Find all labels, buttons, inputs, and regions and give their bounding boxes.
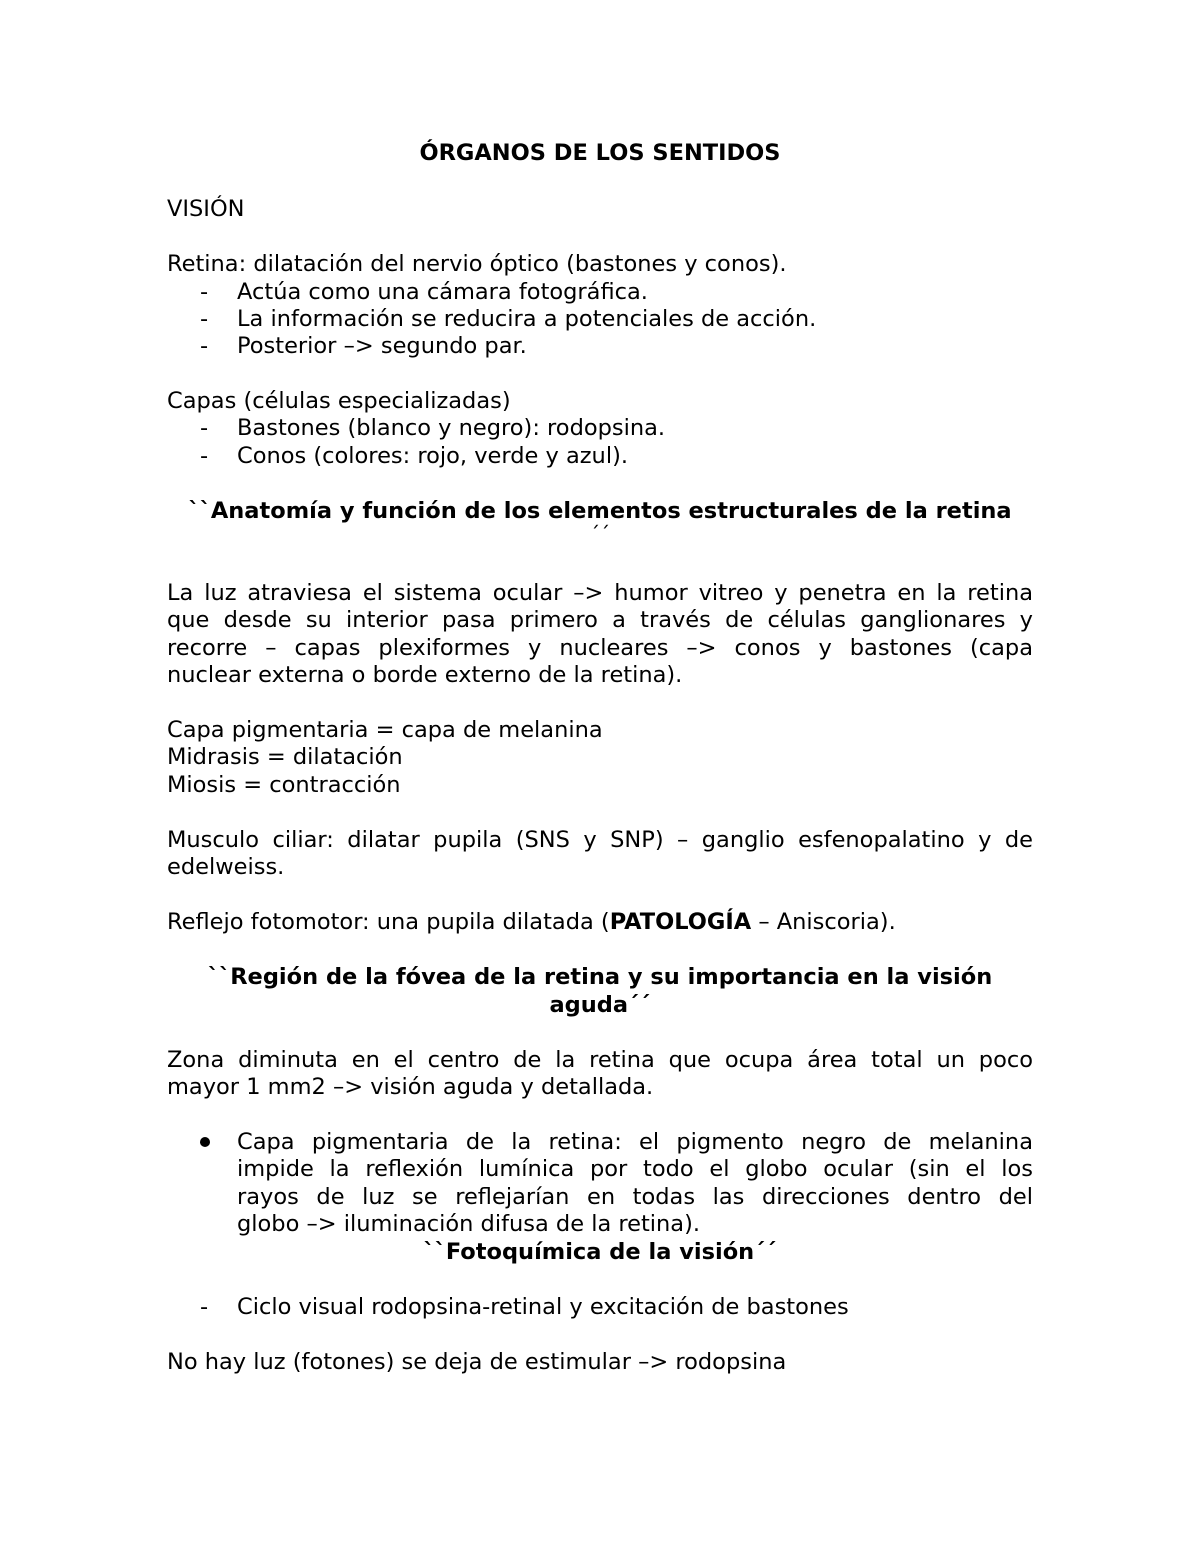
para-luz-line: nuclear externa o borde externo de la retina).	[167, 662, 683, 688]
final-line: No hay luz (fotones) se deja de estimular –> rodopsina	[167, 1349, 787, 1375]
dash-marker: -	[200, 415, 209, 441]
musculo-line: edelweiss.	[167, 854, 285, 880]
definition-line: Midrasis = dilatación	[167, 744, 403, 770]
section-heading: VISIÓN	[167, 196, 245, 222]
list-item-text: Bastones (blanco y negro): rodopsina.	[237, 415, 666, 441]
dash-marker: -	[200, 1294, 209, 1320]
list-item-text: Actúa como una cámara fotográfica.	[237, 279, 648, 305]
reflejo-bold: PATOLOGÍA	[609, 909, 752, 935]
capas-intro: Capas (células especializadas)	[167, 388, 511, 414]
musculo-line: Musculo ciliar: dilatar pupila (SNS y SNP) – ganglio esfenopalatino y de	[167, 827, 1033, 853]
list-item-text: La información se reducira a potenciales de acción.	[237, 306, 817, 332]
para-zona-line: Zona diminuta en el centro de la retina que ocupa área total un poco	[167, 1047, 1033, 1073]
heading-anatomia-close: ´´	[590, 522, 610, 546]
definition-line: Miosis = contracción	[167, 772, 401, 798]
dash-marker: -	[200, 333, 209, 359]
heading-fotoquimica: ``Fotoquímica de la visión´´	[423, 1239, 777, 1265]
para-luz-line: La luz atraviesa el sistema ocular –> humor vitreo y penetra en la retina	[167, 580, 1033, 606]
heading-anatomia: ``Anatomía y función de los elementos estructurales de la retina	[188, 498, 1012, 524]
heading-fovea-cont: aguda´´	[549, 992, 651, 1018]
list-item-text: Ciclo visual rodopsina-retinal y excitación de bastones	[237, 1294, 849, 1320]
document-title: ÓRGANOS DE LOS SENTIDOS	[419, 140, 781, 166]
bullet-line: impide la reflexión lumínica por todo el globo ocular (sin el los	[237, 1156, 1033, 1182]
bullet-line: rayos de luz se reflejarían en todas las direcciones dentro del	[237, 1184, 1033, 1210]
bullet-dot	[200, 1137, 210, 1147]
list-item-text: Posterior –> segundo par.	[237, 333, 527, 359]
para-zona-line: mayor 1 mm2 –> visión aguda y detallada.	[167, 1074, 654, 1100]
bullet-line: Capa pigmentaria de la retina: el pigmento negro de melanina	[237, 1129, 1033, 1155]
dash-marker: -	[200, 279, 209, 305]
para-luz-line: que desde su interior pasa primero a través de células ganglionares y	[167, 607, 1033, 633]
bullet-line: globo –> iluminación difusa de la retina).	[237, 1211, 701, 1237]
reflejo-pre: Reflejo fotomotor: una pupila dilatada (	[167, 909, 610, 935]
definition-line: Capa pigmentaria = capa de melanina	[167, 717, 603, 743]
dash-marker: -	[200, 443, 209, 469]
dash-marker: -	[200, 306, 209, 332]
reflejo-line	[167, 908, 1033, 936]
reflejo-post: – Aniscoria).	[751, 909, 896, 935]
para-luz-line: recorre – capas plexiformes y nucleares –> conos y bastones (capa	[167, 635, 1033, 661]
retina-intro: Retina: dilatación del nervio óptico (bastones y conos).	[167, 251, 787, 277]
list-item-text: Conos (colores: rojo, verde y azul).	[237, 443, 629, 469]
heading-fovea: ``Región de la fóvea de la retina y su importancia en la visión	[207, 964, 993, 990]
